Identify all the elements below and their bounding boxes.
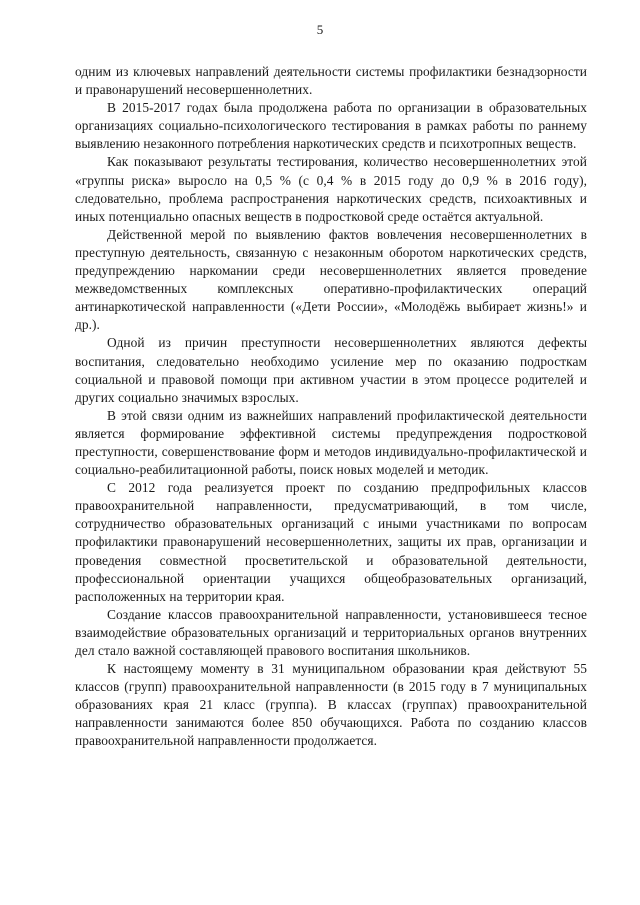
paragraph-current-status: К настоящему моменту в 31 муниципальном образовании края действуют 55 классов (групп) правоохранительной направленности (в 2015 году в 7 муниципальных образованиях края 21 класс (группа). В классах (группах) правоохранительной направленности занимаются более 850 обучающихся. Работа по созданию классов правоохранительной направленности продолжается. [75,661,587,749]
paragraph-prevention-system: В этой связи одним из важнейших направлений профилактической деятельности является формирование эффективной системы предупреждения подростковой преступности, совершенствование форм и методов индивидуально-профилактической и социально-реабилитационной работы, поиск новых моделей и методик. [75,407,587,478]
paragraph-risk-group: Как показывают результаты тестирования, количество несовершеннолетних этой «группы риска» выросло на 0,5 % (с 0,4 % в 2015 году до 0,9 % в 2016 году), следовательно, проблема распространения наркотических средств, психоактивных и иных потенциально опасных веществ в подростковой среде остаётся актуальной. [75,154,587,224]
body-text [75,63,587,751]
paragraph-operations: Действенной мерой по выявлению фактов вовлечения несовершеннолетних в преступную деятельность, связанную с незаконным оборотом наркотических средств, предупреждению наркомании среди несовершеннолетних является проведение межведомственных комплексных оперативно-профилактических операций антинаркотической направленности («Дети России», «Молодёжь выбирает жизнь!» и др.). [75,226,587,333]
paragraph-continued: одним из ключевых направлений деятельности системы профилактики безнадзорности и правонарушений несовершеннолетних. [75,64,587,98]
paragraph-testing: В 2015-2017 годах была продолжена работа по организации в образовательных организациях социально-психологического тестирования в рамках работы по раннему выявлению незаконного потребления наркотических средств и психотропных веществ. [75,100,587,152]
page-number: 5 [316,22,324,37]
paragraph-law-classes: Создание классов правоохранительной направленности, установившееся тесное взаимодействие образовательных организаций и территориальных органов внутренних дел стало важной составляющей правового воспитания школьников. [75,606,587,658]
paragraph-project-2012: С 2012 года реализуется проект по созданию предпрофильных классов правоохранительной направленности, предусматривающий, в том числе, сотрудничество образовательных организаций с иными участниками по вопросам профилактики правонарушений несовершеннолетних, защиты их прав, организации и проведения совместной просветительской и образовательной деятельности, профессиональной ориентации учащихся общеобразовательных организаций, расположенных на территории края. [75,480,587,604]
paragraph-upbringing: Одной из причин преступности несовершеннолетних являются дефекты воспитания, следовательно необходимо усиление мер по оказанию подросткам социальной и правовой помощи при активном участии в этом процессе родителей и других социально значимых взрослых. [75,335,587,405]
